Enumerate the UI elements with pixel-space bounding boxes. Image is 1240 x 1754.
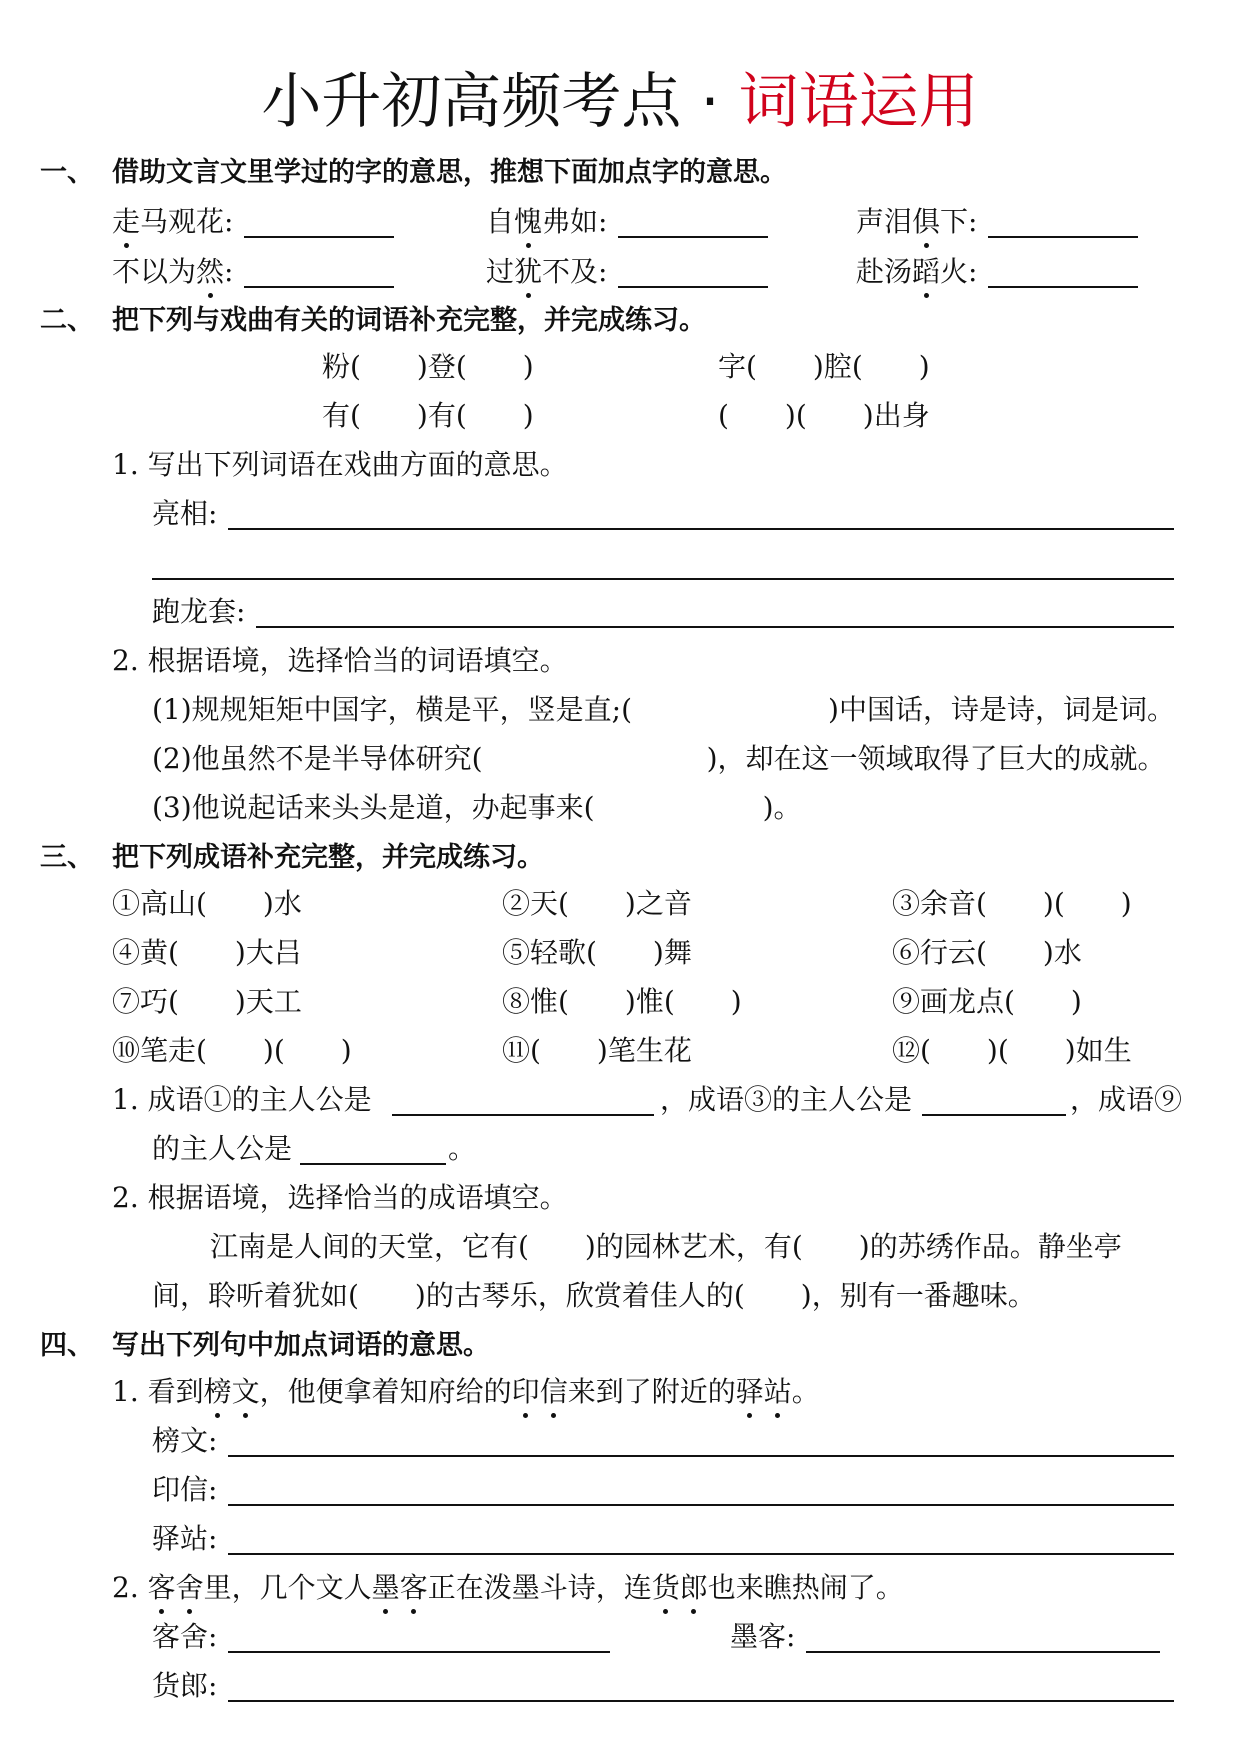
s2-q1-label-a: 亮相: <box>152 497 218 530</box>
opera-fill-2: 字( )腔( ) <box>718 350 930 383</box>
s3-q2-passage-2: 间，聆听着犹如( )的古琴乐，欣赏着佳人的( )，别有一番趣味。 <box>152 1279 1036 1312</box>
dotted-word <box>512 1375 568 1408</box>
sentence-text: 。 <box>791 1375 820 1408</box>
s4-q1-label-c: 驿站: <box>152 1522 218 1555</box>
answer-blank[interactable] <box>244 286 394 288</box>
idiom-5: ⑤轻歌( )舞 <box>502 936 692 969</box>
dotted-word <box>204 1375 260 1408</box>
dotted-char: 舍 <box>176 1568 204 1608</box>
dotted-char: 信 <box>540 1372 568 1412</box>
answer-blank[interactable] <box>392 1114 654 1116</box>
dotted-word <box>372 1571 428 1604</box>
section-heading-text: 把下列与戏曲有关的词语补充完整，并完成练习。 <box>112 305 706 336</box>
s1-item-2: 自愧弗如: <box>486 202 607 242</box>
s3-q2-passage-1: 江南是人间的天堂，它有( )的园林艺术，有( )的苏绣作品。静坐亭 <box>210 1230 1122 1263</box>
idiom-6: ⑥行云( )水 <box>892 936 1082 969</box>
answer-line[interactable] <box>228 1651 610 1653</box>
answer-blank[interactable] <box>618 286 768 288</box>
dotted-char: 印 <box>512 1372 540 1412</box>
s3-q1-part-a: 1. 成语①的主人公是 <box>112 1083 372 1116</box>
answer-line[interactable] <box>152 578 1174 580</box>
idiom-8: ⑧惟( )惟( ) <box>502 985 742 1018</box>
dotted-char: 客 <box>400 1568 428 1608</box>
section-4-heading <box>40 1328 490 1364</box>
page-title <box>0 62 1240 142</box>
s4-q2-label-b: 墨客: <box>730 1620 796 1653</box>
section-2-heading <box>40 303 706 339</box>
answer-blank[interactable] <box>618 236 768 238</box>
dotted-char: 愧 <box>514 202 542 242</box>
dotted-char: 墨 <box>372 1568 400 1608</box>
s3-q1-part-c: ，成语⑨ <box>1070 1083 1183 1116</box>
s1-item-4: 不以为然: <box>112 252 233 292</box>
dotted-word <box>736 1375 792 1408</box>
dotted-word <box>652 1571 708 1604</box>
s4-q2-label-c: 货郎: <box>152 1669 218 1702</box>
dotted-char: 客 <box>148 1568 176 1608</box>
answer-line[interactable] <box>228 528 1174 530</box>
answer-line[interactable] <box>228 1553 1174 1555</box>
sentence-text: 2. <box>112 1571 148 1604</box>
section-3-heading <box>40 840 544 876</box>
title-main: 小升初高频考点 · <box>261 67 739 137</box>
s1-item-5: 过犹不及: <box>486 252 607 292</box>
s4-question-1 <box>112 1372 820 1412</box>
dotted-char: 俱 <box>912 202 940 242</box>
answer-blank[interactable] <box>922 1114 1066 1116</box>
s4-question-2 <box>112 1568 904 1608</box>
idiom-3: ③余音( )( ) <box>892 887 1132 920</box>
s4-q1-label-a: 榜文: <box>152 1424 218 1457</box>
dotted-char: 货 <box>652 1568 680 1608</box>
answer-blank[interactable] <box>244 236 394 238</box>
s2-question-2: 2. 根据语境，选择恰当的词语填空。 <box>112 644 568 677</box>
s2-q2-item-2: (2)他虽然不是半导体研究( )，却在这一领域取得了巨大的成就。 <box>152 742 1166 775</box>
answer-line[interactable] <box>228 1455 1174 1457</box>
answer-line[interactable] <box>806 1651 1160 1653</box>
s3-question-2: 2. 根据语境，选择恰当的成语填空。 <box>112 1181 568 1214</box>
s2-q1-label-b: 跑龙套: <box>152 595 246 628</box>
s3-q1-part-d: 的主人公是 <box>152 1132 293 1165</box>
opera-fill-3: 有( )有( ) <box>322 399 534 432</box>
section-number: 一、 <box>40 157 94 188</box>
opera-fill-1: 粉( )登( ) <box>322 350 534 383</box>
section-number: 二、 <box>40 305 94 336</box>
sentence-text: 正在泼墨斗诗，连 <box>427 1571 652 1604</box>
idiom-11: ⑪( )笔生花 <box>502 1034 692 1067</box>
dotted-char: 然 <box>196 252 224 292</box>
s3-q1-part-b: ，成语③的主人公是 <box>660 1083 913 1116</box>
sentence-text: 里，几个文人 <box>203 1571 372 1604</box>
s2-q2-item-1: (1)规规矩矩中国字，横是平，竖是直;( )中国话，诗是诗，词是词。 <box>152 693 1175 726</box>
idiom-1: ①高山( )水 <box>112 887 302 920</box>
answer-blank[interactable] <box>988 236 1138 238</box>
sentence-text: 来到了附近的 <box>567 1375 736 1408</box>
dotted-char: 犹 <box>514 252 542 292</box>
s1-item-3: 声泪俱下: <box>856 202 977 242</box>
idiom-10: ⑩笔走( )( ) <box>112 1034 352 1067</box>
dotted-char: 郎 <box>680 1568 708 1608</box>
dotted-word <box>148 1571 204 1604</box>
opera-fill-4: ( )( )出身 <box>718 399 930 432</box>
idiom-9: ⑨画龙点( ) <box>892 985 1082 1018</box>
sentence-text: ，他便拿着知府给的 <box>259 1375 512 1408</box>
s2-q2-item-3: (3)他说起话来头头是道，办起事来( )。 <box>152 791 802 824</box>
idiom-4: ④黄( )大吕 <box>112 936 302 969</box>
s1-item-6: 赴汤蹈火: <box>856 252 977 292</box>
idiom-2: ②天( )之音 <box>502 887 692 920</box>
answer-line[interactable] <box>228 1700 1174 1702</box>
dotted-char: 蹈 <box>912 252 940 292</box>
s2-question-1: 1. 写出下列词语在戏曲方面的意思。 <box>112 448 568 481</box>
s4-q2-label-a: 客舍: <box>152 1620 218 1653</box>
s3-q1-part-e: 。 <box>448 1132 477 1165</box>
dotted-char: 走 <box>112 202 140 242</box>
answer-blank[interactable] <box>300 1163 446 1165</box>
section-heading-text: 写出下列句中加点词语的意思。 <box>112 1330 490 1361</box>
dotted-char: 文 <box>232 1372 260 1412</box>
answer-line[interactable] <box>228 1504 1174 1506</box>
section-1-heading <box>40 155 787 191</box>
section-heading-text: 把下列成语补充完整，并完成练习。 <box>112 842 544 873</box>
section-number: 三、 <box>40 842 94 873</box>
answer-blank[interactable] <box>988 286 1138 288</box>
dotted-char: 榜 <box>204 1372 232 1412</box>
answer-line[interactable] <box>256 626 1174 628</box>
dotted-char: 驿 <box>736 1372 764 1412</box>
section-heading-text: 借助文言文里学过的字的意思，推想下面加点字的意思。 <box>112 157 787 188</box>
title-accent: 词语运用 <box>738 67 979 137</box>
sentence-text: 也来瞧热闹了。 <box>707 1571 904 1604</box>
idiom-12: ⑫( )( )如生 <box>892 1034 1132 1067</box>
s4-q1-label-b: 印信: <box>152 1473 218 1506</box>
sentence-text: 1. 看到 <box>112 1375 204 1408</box>
idiom-7: ⑦巧( )天工 <box>112 985 302 1018</box>
s1-item-1: 走马观花: <box>112 202 233 242</box>
dotted-char: 站 <box>764 1372 792 1412</box>
section-number: 四、 <box>40 1330 94 1361</box>
